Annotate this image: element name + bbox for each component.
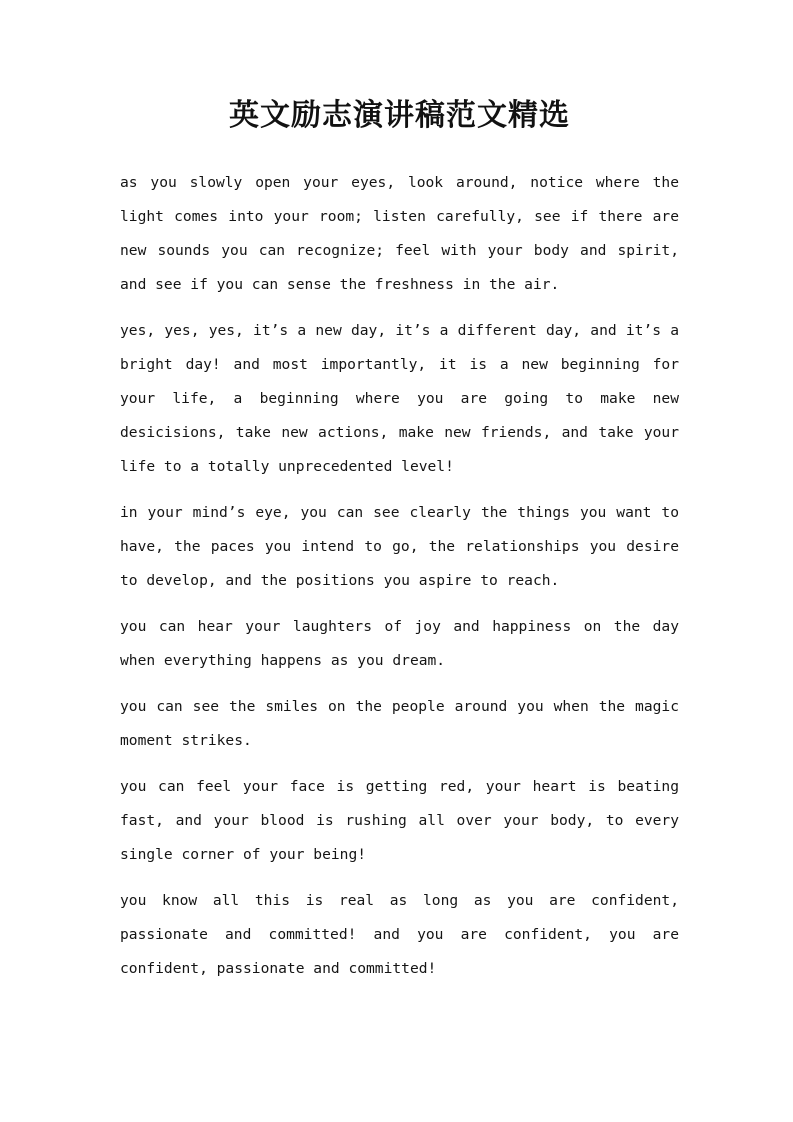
paragraph-2: yes, yes, yes, it’s a new day, it’s a different day, and it’s a bright day! and most importantly, it is a new beginning for your life, a beginning where you are going to make new desicisions, take new actions, make new friends, and take your life to a totally unprecedented level! xyxy=(120,322,679,475)
paragraph-1: as you slowly open your eyes, look around, notice where the light comes into your room; listen carefully, see if there are new sounds you can recognize; feel with your body and spirit, and see if you can sense the freshness in the air. xyxy=(120,174,679,293)
document-title: 英文励志演讲稿范文精选 xyxy=(229,98,570,133)
paragraph-7: you know all this is real as long as you are confident, passionate and committed! and you are confident, you are confident, passionate and committed! xyxy=(120,892,679,977)
paragraph-4: you can hear your laughters of joy and happiness on the day when everything happens as you dream. xyxy=(120,618,679,669)
paragraph-5: you can see the smiles on the people around you when the magic moment strikes. xyxy=(120,698,679,749)
document-body xyxy=(120,166,679,986)
paragraph-3: in your mind’s eye, you can see clearly the things you want to have, the paces you intend to go, the relationships you desire to develop, and the positions you aspire to reach. xyxy=(120,504,679,589)
paragraph-6: you can feel your face is getting red, your heart is beating fast, and your blood is rushing all over your body, to every single corner of your being! xyxy=(120,778,679,863)
